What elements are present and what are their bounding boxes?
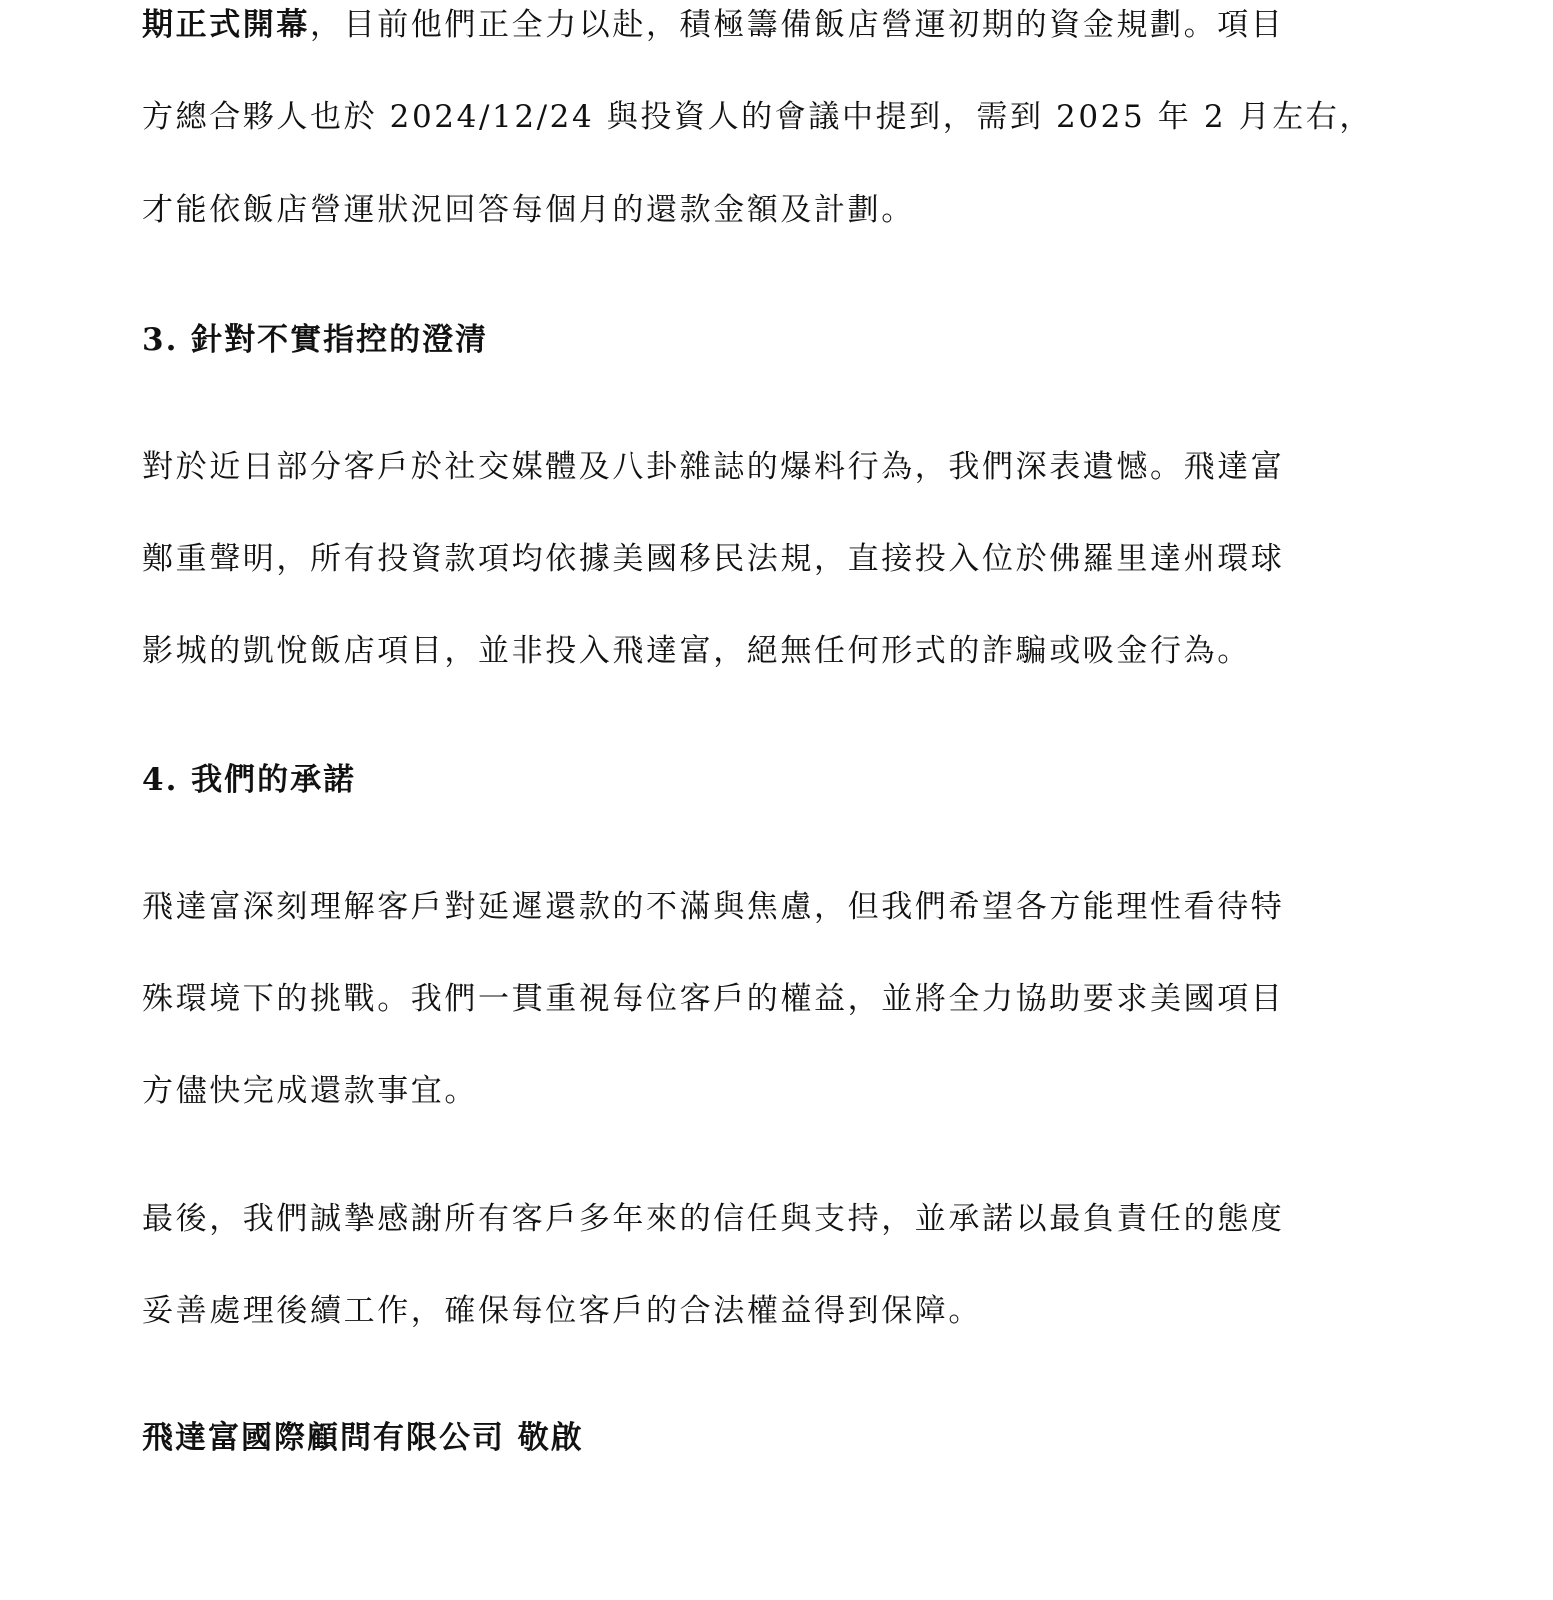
paragraph-line: 殊環境下的挑戰。我們一貫重視每位客戶的權益，並將全力協助要求美國項目 bbox=[142, 981, 1285, 1017]
paragraph-line: 最後，我們誠摯感謝所有客戶多年來的信任與支持，並承諾以最負責任的態度 bbox=[142, 1201, 1285, 1237]
paragraph-line: 方總合夥人也於 2024/12/24 與投資人的會議中提到，需到 2025 年 2 月左右， bbox=[142, 99, 1374, 135]
section-heading: 3. 針對不實指控的澄清 bbox=[142, 322, 489, 358]
paragraph-line: 才能依飯店營運狀況回答每個月的還款金額及計劃。 bbox=[142, 192, 915, 228]
paragraph-text: ，目前他們正全力以赴，積極籌備飯店營運初期的資金規劃。項目 bbox=[310, 7, 1285, 43]
paragraph-line: 妥善處理後續工作，確保每位客戶的合法權益得到保障。 bbox=[142, 1293, 982, 1329]
paragraph-line: 方儘快完成還款事宜。 bbox=[142, 1073, 478, 1109]
paragraph-line: 影城的凱悅飯店項目，並非投入飛達富，絕無任何形式的詐騙或吸金行為。 bbox=[142, 633, 1251, 669]
paragraph-line: 飛達富深刻理解客戶對延遲還款的不滿與焦慮，但我們希望各方能理性看待特 bbox=[142, 889, 1285, 925]
paragraph-line bbox=[142, 3, 1402, 47]
paragraph-line: 鄭重聲明，所有投資款項均依據美國移民法規，直接投入位於佛羅里達州環球 bbox=[142, 541, 1285, 577]
signature: 飛達富國際顧問有限公司 敬啟 bbox=[142, 1420, 584, 1456]
section-heading: 4. 我們的承諾 bbox=[142, 762, 357, 798]
bold-phrase: 期正式開幕 bbox=[142, 7, 310, 43]
paragraph-line: 對於近日部分客戶於社交媒體及八卦雜誌的爆料行為，我們深表遺憾。飛達富 bbox=[142, 449, 1285, 485]
